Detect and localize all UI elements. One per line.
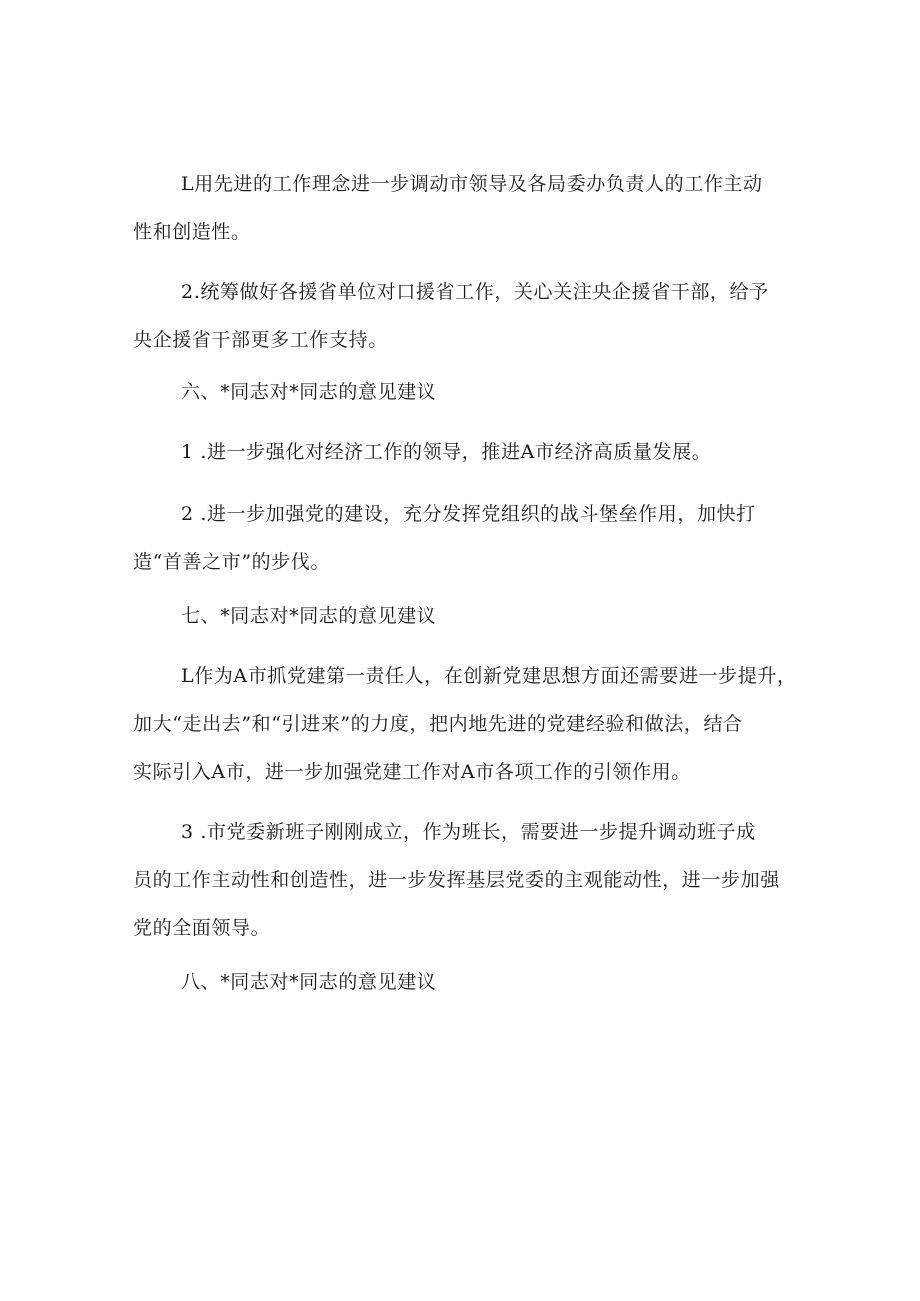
- paragraph-party-building: [133, 490, 805, 586]
- text-line: L作为A市抓党建第一责任人，在创新党建思想方面还需要进一步提升，: [181, 665, 797, 687]
- paragraph-party-responsibility: [133, 652, 805, 796]
- text-line: 央企援省干部更多工作支持。: [133, 329, 388, 351]
- text-line: 实际引入A市，进一步加强党建工作对A市各项工作的引领作用。: [133, 761, 691, 783]
- text-line: 性和创造性。: [133, 221, 251, 243]
- section-heading-six: [133, 368, 805, 416]
- text-line: L用先进的工作理念进一步调动市领导及各局委办负责人的工作主动: [181, 173, 763, 195]
- text-line: 2 .进一步加强党的建设，充分发挥党组织的战斗堡垒作用，加快打: [181, 503, 756, 525]
- heading-text: 七、*同志对*同志的意见建议: [181, 605, 437, 627]
- text-line: 3 .市党委新班子刚刚成立，作为班长，需要进一步提升调动班子成: [181, 821, 756, 843]
- paragraph-new-committee: [133, 808, 805, 952]
- text-line: 加大“走出去”和“引进来”的力度，把内地先进的党建经验和做法，结合: [133, 713, 743, 735]
- section-heading-eight: [133, 958, 805, 1006]
- text-line: 1 .进一步强化对经济工作的领导，推进A市经济高质量发展。: [181, 441, 712, 463]
- text-line: 造“首善之市”的步伐。: [133, 551, 331, 573]
- heading-text: 八、*同志对*同志的意见建议: [181, 971, 437, 993]
- text-line: 员的工作主动性和创造性，进一步发挥基层党委的主观能动性，进一步加强: [133, 869, 780, 891]
- section-heading-seven: [133, 592, 805, 640]
- text-line: 2.统筹做好各援省单位对口援省工作，关心关注央企援省干部，给予: [181, 281, 769, 303]
- text-line: 党的全面领导。: [133, 917, 271, 939]
- paragraph-work-concept: [133, 160, 805, 256]
- paragraph-aid-province-work: [133, 268, 805, 364]
- heading-text: 六、*同志对*同志的意见建议: [181, 381, 437, 403]
- paragraph-economic-work: [133, 428, 805, 476]
